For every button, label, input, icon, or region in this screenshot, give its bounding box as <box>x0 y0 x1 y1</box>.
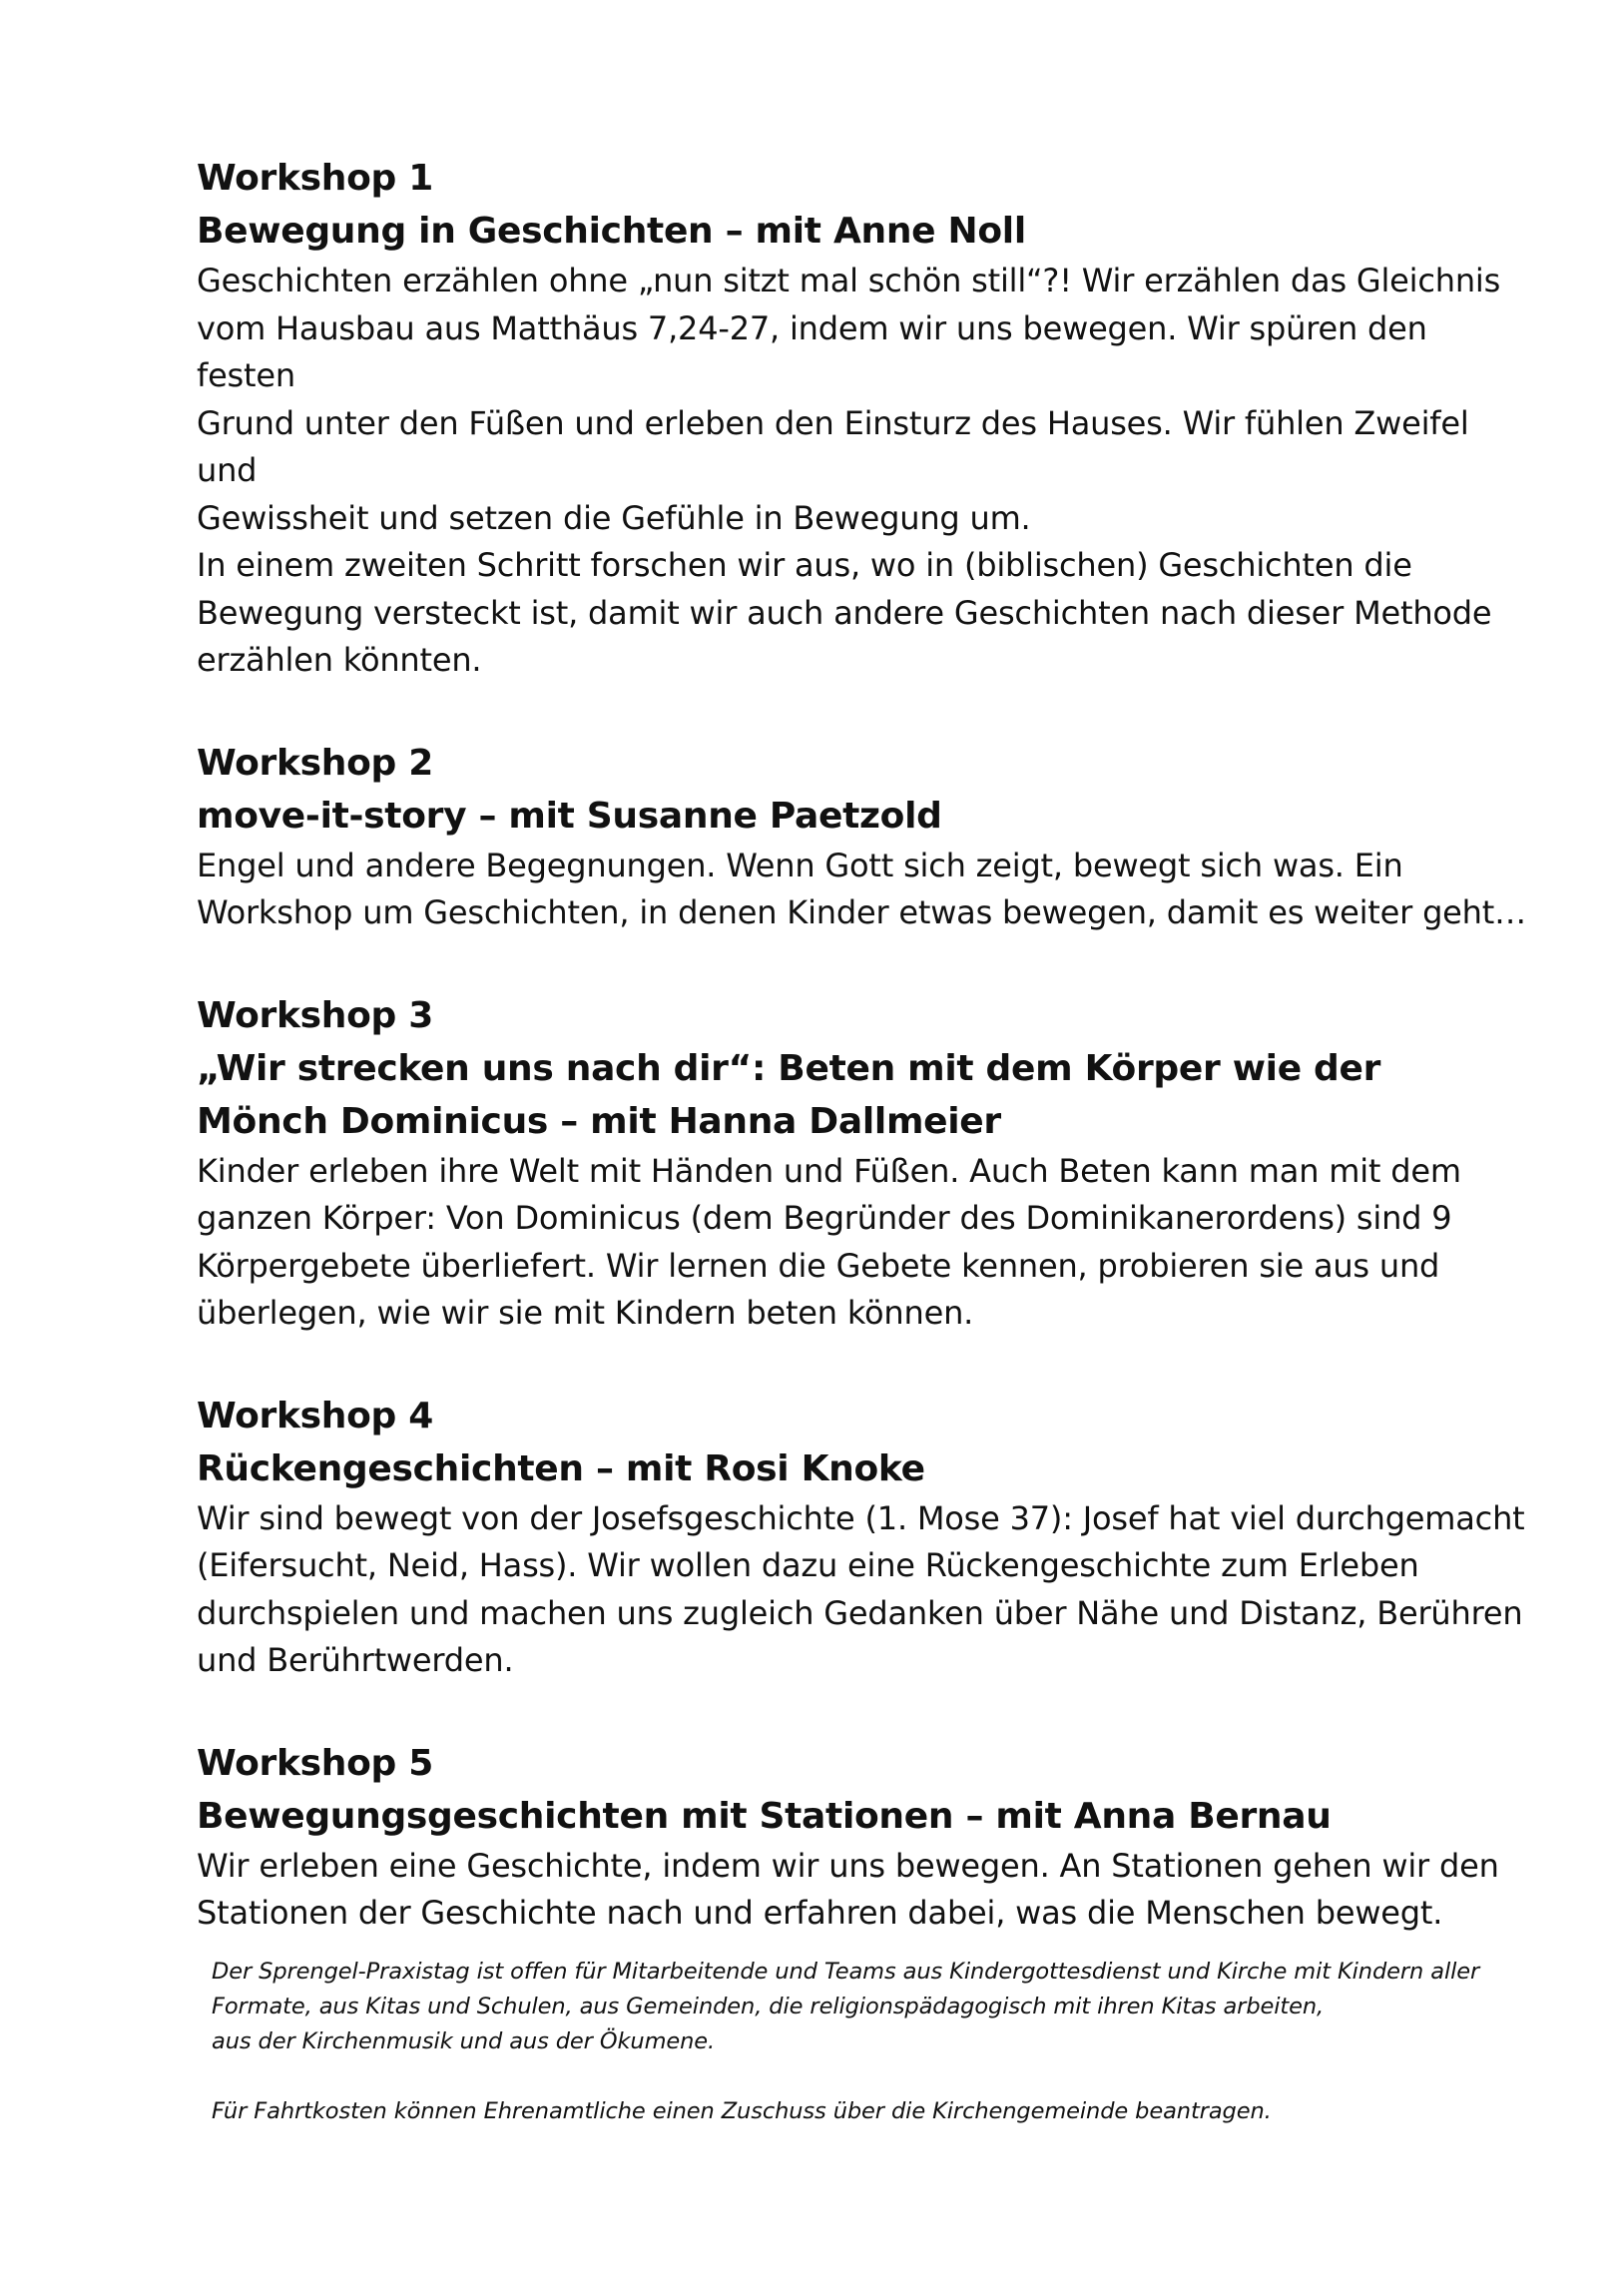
description-line: Grund unter den Füßen und erleben den Einsturz des Hauses. Wir fühlen Zweifel und <box>197 403 1469 489</box>
workshop-3 <box>197 989 1533 1338</box>
description-line: Geschichten erzählen ohne „nun sitzt mal schön still“?! Wir erzählen das Gleichnis <box>197 262 1501 299</box>
description-line: ganzen Körper: Von Dominicus (dem Begründer des Dominikanerordens) sind 9 <box>197 1199 1452 1237</box>
description-line: Engel und andere Begegnungen. Wenn Gott sich zeigt, bewegt sich was. Ein <box>197 846 1403 884</box>
description-line: Wir sind bewegt von der Josefsgeschichte (1. Mose 37): Josef hat viel durchgemacht <box>197 1498 1525 1537</box>
description-line: erzählen könnten. <box>197 641 482 679</box>
description-line: vom Hausbau aus Matthäus 7,24-27, indem wir uns bewegen. Wir spüren den festen <box>197 308 1427 394</box>
workshop-4 <box>197 1390 1533 1685</box>
workshop-description <box>197 1843 1533 1938</box>
workshop-title: Rückengeschichten – mit Rosi Knoke <box>197 1447 925 1489</box>
footer-line: aus der Kirchenmusik und aus der Ökumene. <box>212 2028 716 2054</box>
workshop-description <box>197 843 1533 937</box>
workshop-label: Workshop 4 <box>197 1395 433 1436</box>
workshop-title: move-it-story – mit Susanne Paetzold <box>197 795 942 837</box>
workshop-description <box>197 1148 1533 1338</box>
description-line: Körpergebete überliefert. Wir lernen die Gebete kennen, probieren sie aus und <box>197 1246 1440 1285</box>
workshop-5 <box>197 1737 1533 1938</box>
description-line: und Berührtwerden. <box>197 1641 514 1679</box>
description-line: In einem zweiten Schritt forschen wir aus, wo in (biblischen) Geschichten die <box>197 546 1412 584</box>
description-line: überlegen, wie wir sie mit Kindern beten können. <box>197 1294 974 1332</box>
workshop-title: Bewegungsgeschichten mit Stationen – mit Anna Bernau <box>197 1795 1332 1837</box>
footer-line: Der Sprengel-Praxistag ist offen für Mitarbeitende und Teams aus Kindergottesdienst und Kirche mit Kindern aller <box>212 1959 1480 1985</box>
footer-note <box>212 1955 1549 2129</box>
description-line: Workshop um Geschichten, in denen Kinder etwas bewegen, damit es weiter geht… <box>197 893 1526 931</box>
description-line: Kinder erleben ihre Welt mit Händen und Füßen. Auch Beten kann man mit dem <box>197 1151 1461 1190</box>
workshop-description <box>197 1495 1533 1685</box>
footer-line: Formate, aus Kitas und Schulen, aus Gemeinden, die religionspädagogisch mit ihren Kitas arbeiten, <box>212 1994 1325 2019</box>
description-line: Bewegung versteckt ist, damit wir auch andere Geschichten nach dieser Methode <box>197 593 1492 632</box>
workshop-title: „Wir strecken uns nach dir“: Beten mit dem Körper wie der <box>197 1047 1381 1089</box>
workshop-description <box>197 258 1533 685</box>
workshop-label: Workshop 5 <box>197 1742 433 1784</box>
travel-cost-note: Für Fahrtkosten können Ehrenamtliche einen Zuschuss über die Kirchengemeinde beantragen. <box>212 2098 1272 2124</box>
description-line: durchspielen und machen uns zugleich Gedanken über Nähe und Distanz, Berühren <box>197 1593 1523 1632</box>
description-line: Stationen der Geschichte nach und erfahren dabei, was die Menschen bewegt. <box>197 1894 1443 1932</box>
description-line: Wir erleben eine Geschichte, indem wir uns bewegen. An Stationen gehen wir den <box>197 1846 1499 1885</box>
description-line: (Eifersucht, Neid, Hass). Wir wollen dazu eine Rückengeschichte zum Erleben <box>197 1546 1419 1584</box>
workshop-label: Workshop 2 <box>197 742 433 784</box>
workshop-1 <box>197 152 1533 685</box>
workshop-title: Mönch Dominicus – mit Hanna Dallmeier <box>197 1100 1001 1142</box>
workshop-title: Bewegung in Geschichten – mit Anne Noll <box>197 211 1026 252</box>
workshop-label: Workshop 1 <box>197 158 433 199</box>
footer-spacer <box>212 2059 1549 2094</box>
description-line: Gewissheit und setzen die Gefühle in Bewegung um. <box>197 498 1031 537</box>
workshop-label: Workshop 3 <box>197 994 433 1036</box>
workshop-2 <box>197 737 1533 937</box>
